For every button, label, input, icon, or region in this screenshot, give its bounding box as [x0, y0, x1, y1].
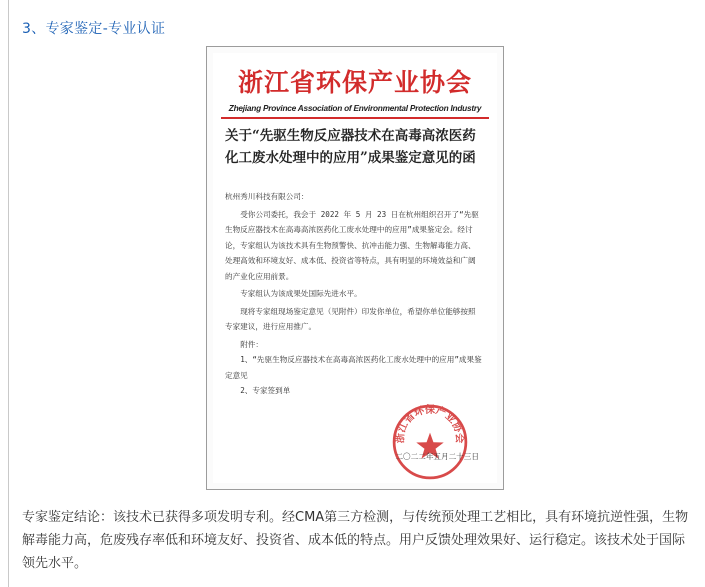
letter-subject-line-2: 化工废水处理中的应用”成果鉴定意见的函: [225, 150, 476, 166]
letter-paper: [213, 53, 497, 483]
expert-conclusion: 专家鉴定结论：该技术已获得多项发明专利。经CMA第三方检测，与传统预处理工艺相比，具有环境抗逆性强，生物解毒能力高，危废残存率低和环境友好、投资省、成本低的特点。用户反馈处理效果好、运行稳定。该技术处于国际领先水平。: [22, 510, 689, 571]
letter-paragraph: 专家组认为该成果处国际先进水平。: [240, 289, 362, 298]
letter-subject: [225, 125, 491, 169]
letter-date: 二〇二二年五月二十三日: [395, 452, 479, 461]
seal-text: 浙江省环保产业协会: [394, 403, 466, 444]
letter-attachment-item: 1、“先驱生物反应器技术在高毒高浓医药化工废水处理中的应用”成果鉴定意见: [225, 355, 482, 380]
left-border: [8, 0, 9, 587]
letter-paragraph: 受你公司委托，我会于 2022 年 5 月 23 日在杭州组织召开了“先驱生物反应器技术在高毒高浓医药化工废水处理中的应用”成果鉴定会。经讨论，专家组认为该技术具有生物预警快、抗冲击能力强、生物解毒能力高、处理高效和环境友好、成本低、投资省等特点，具有明显的环境效益和广阔的产业化应用前景。: [225, 209, 479, 281]
official-seal-icon: [391, 403, 469, 481]
letter-subject-line-1: 关于“先驱生物反应器技术在高毒高浓医药: [225, 128, 476, 144]
letter-attachment-item: 2、专家签到单: [240, 386, 291, 395]
letterhead-rule: [221, 117, 489, 119]
section-title: 3、专家鉴定-专业认证: [22, 21, 166, 37]
letter-org-english-name: Zhejiang Province Association of Environmental Protection Industry: [228, 103, 482, 113]
letter-paragraph: 现将专家组现场鉴定意见（见附件）印发你单位，希望你单位能够按照专家建议，进行应用推广。: [225, 306, 476, 331]
letter-salutation: 杭州秀川科技有限公司：: [225, 192, 309, 201]
letter-attachments-label: 附件：: [240, 339, 263, 349]
letter-body: [225, 189, 483, 399]
certificate-image: [206, 46, 504, 490]
letter-org-name: 浙江省环保产业协会: [237, 68, 472, 97]
